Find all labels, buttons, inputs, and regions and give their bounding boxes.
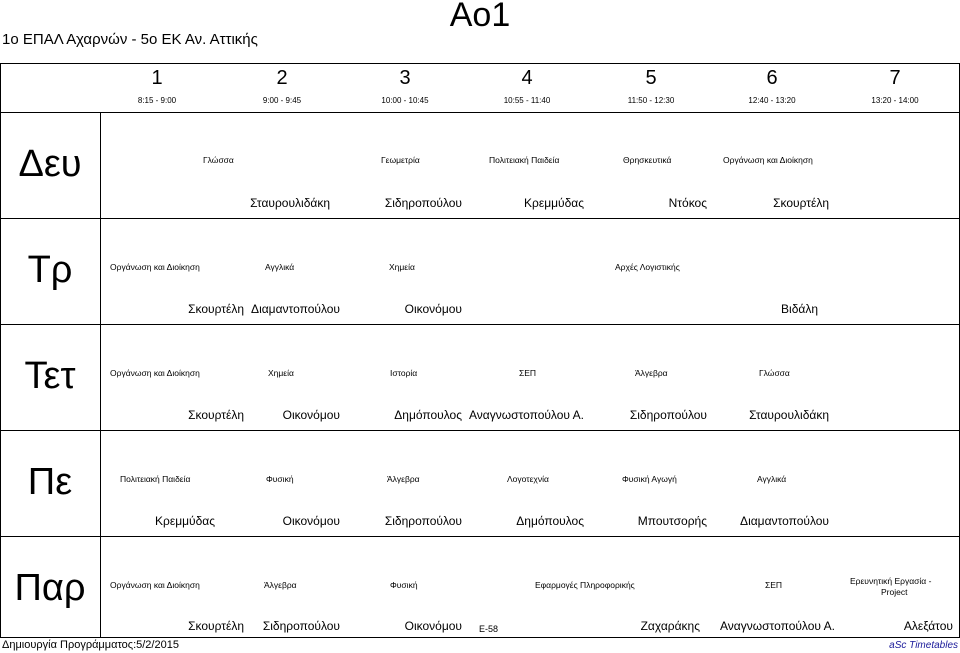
lesson-subject: Λογοτεχνία <box>507 474 549 484</box>
lesson-subject: Πολιτειακή Παιδεία <box>120 474 191 484</box>
lesson-teacher: Κρεμμύδας <box>155 514 215 528</box>
period-number: 4 <box>521 67 533 89</box>
lesson-subject: Ερευνητική Εργασία - <box>850 576 932 586</box>
lesson-subject: Άλγεβρα <box>635 368 668 378</box>
grid-line <box>0 430 960 431</box>
lesson-subject: Πολιτειακή Παιδεία <box>489 155 560 165</box>
lesson-subject: Αγγλικά <box>757 474 787 484</box>
lesson-subject: ΣΕΠ <box>765 580 783 590</box>
lesson-teacher: Σκουρτέλη <box>188 619 244 633</box>
timetable-grid <box>0 63 960 638</box>
period-time: 12:40 - 13:20 <box>748 96 796 105</box>
lesson-subject: Γλώσσα <box>759 368 790 378</box>
lesson-subject: ΣΕΠ <box>519 368 537 378</box>
lesson-teacher: Αναγνωστοπούλου Α. <box>720 619 835 633</box>
lesson-teacher: Κρεμμύδας <box>524 196 584 210</box>
lesson-teacher: Οικονόμου <box>282 514 340 528</box>
period-time: 13:20 - 14:00 <box>871 96 919 105</box>
grid-line <box>0 637 960 638</box>
lesson-teacher: Σκουρτέλη <box>188 408 244 422</box>
lesson-teacher: Σιδηροπούλου <box>384 196 462 210</box>
lesson-subject: Γλώσσα <box>203 155 234 165</box>
period-number: 6 <box>766 67 778 89</box>
creation-date: Δημιουργία Προγράμματος:5/2/2015 <box>2 639 179 651</box>
class-title: Αο1 <box>449 0 511 34</box>
lesson-teacher: Βιδάλη <box>781 302 818 316</box>
period-number: 3 <box>399 67 411 89</box>
lesson-subject: Αγγλικά <box>265 262 295 272</box>
lesson-subject: Χημεία <box>268 368 294 378</box>
lesson-subject: Project <box>881 587 908 597</box>
grid-line <box>0 218 960 219</box>
lesson-teacher: Σκουρτέλη <box>773 196 829 210</box>
school-name: 1ο ΕΠΑΛ Αχαρνών - 5ο ΕΚ Αν. Αττικής <box>2 31 258 48</box>
lesson-subject: Οργάνωση και Διοίκηση <box>110 262 200 272</box>
grid-line <box>0 112 960 113</box>
day-label-wednesday: Τετ <box>24 355 76 397</box>
lesson-subject: Αρχές Λογιστικής <box>615 262 680 272</box>
lesson-teacher: Ζαχαράκης <box>640 619 700 633</box>
lesson-teacher: Σταυρουλιδάκη <box>749 408 829 422</box>
lesson-teacher: Σταυρουλιδάκη <box>250 196 330 210</box>
period-number: 5 <box>645 67 657 89</box>
period-number: 2 <box>276 67 288 89</box>
lesson-teacher: Οικονόμου <box>282 408 340 422</box>
period-time: 9:00 - 9:45 <box>262 96 302 105</box>
period-time: 8:15 - 9:00 <box>137 96 177 105</box>
lesson-teacher: Ντόκος <box>668 196 707 210</box>
lesson-teacher: Σκουρτέλη <box>188 302 244 316</box>
lesson-teacher: Δημόπουλος <box>516 514 584 528</box>
lesson-teacher: Σιδηροπούλου <box>384 514 462 528</box>
lesson-subject: Οργάνωση και Διοίκηση <box>110 368 200 378</box>
lesson-subject: Χημεία <box>389 262 415 272</box>
grid-line <box>0 536 960 537</box>
period-time: 11:50 - 12:30 <box>627 96 675 105</box>
lesson-subject: Άλγεβρα <box>387 474 420 484</box>
lesson-room: Ε-58 <box>479 624 499 634</box>
lesson-subject: Εφαρμογές Πληροφορικής <box>535 580 635 590</box>
lesson-teacher: Οικονόμου <box>404 302 462 316</box>
lesson-teacher: Μπουτσορής <box>637 514 707 528</box>
period-time: 10:00 - 10:45 <box>381 96 429 105</box>
lesson-subject: Φυσική <box>266 474 294 484</box>
lesson-teacher: Σιδηροπούλου <box>262 619 340 633</box>
day-label-friday: Παρ <box>14 567 86 609</box>
lesson-subject: Άλγεβρα <box>264 580 297 590</box>
lesson-subject: Γεωμετρία <box>381 155 420 165</box>
lesson-subject: Φυσική <box>390 580 418 590</box>
grid-line <box>0 324 960 325</box>
grid-line <box>100 112 101 638</box>
lesson-subject: Οργάνωση και Διοίκηση <box>723 155 813 165</box>
day-label-monday: Δευ <box>18 143 82 185</box>
lesson-subject: Φυσική Αγωγή <box>622 474 677 484</box>
lesson-teacher: Διαμαντοπούλου <box>251 302 340 316</box>
lesson-subject: Ιστορία <box>390 368 418 378</box>
period-number: 1 <box>151 67 163 89</box>
period-number: 7 <box>889 67 901 89</box>
brand-label: aSc Timetables <box>889 640 958 651</box>
day-label-tuesday: Τρ <box>27 249 73 291</box>
lesson-teacher: Δημόπουλος <box>394 408 462 422</box>
period-time: 10:55 - 11:40 <box>503 96 551 105</box>
grid-line <box>0 63 960 64</box>
lesson-subject: Θρησκευτικά <box>623 155 672 165</box>
lesson-subject: Οργάνωση και Διοίκηση <box>110 580 200 590</box>
lesson-teacher: Αναγνωστοπούλου Α. <box>469 408 584 422</box>
lesson-teacher: Σιδηροπούλου <box>629 408 707 422</box>
lesson-teacher: Οικονόμου <box>404 619 462 633</box>
lesson-teacher: Διαμαντοπούλου <box>740 514 829 528</box>
lesson-teacher: Αλεξάτου <box>903 619 953 633</box>
day-label-thursday: Πε <box>27 461 73 503</box>
